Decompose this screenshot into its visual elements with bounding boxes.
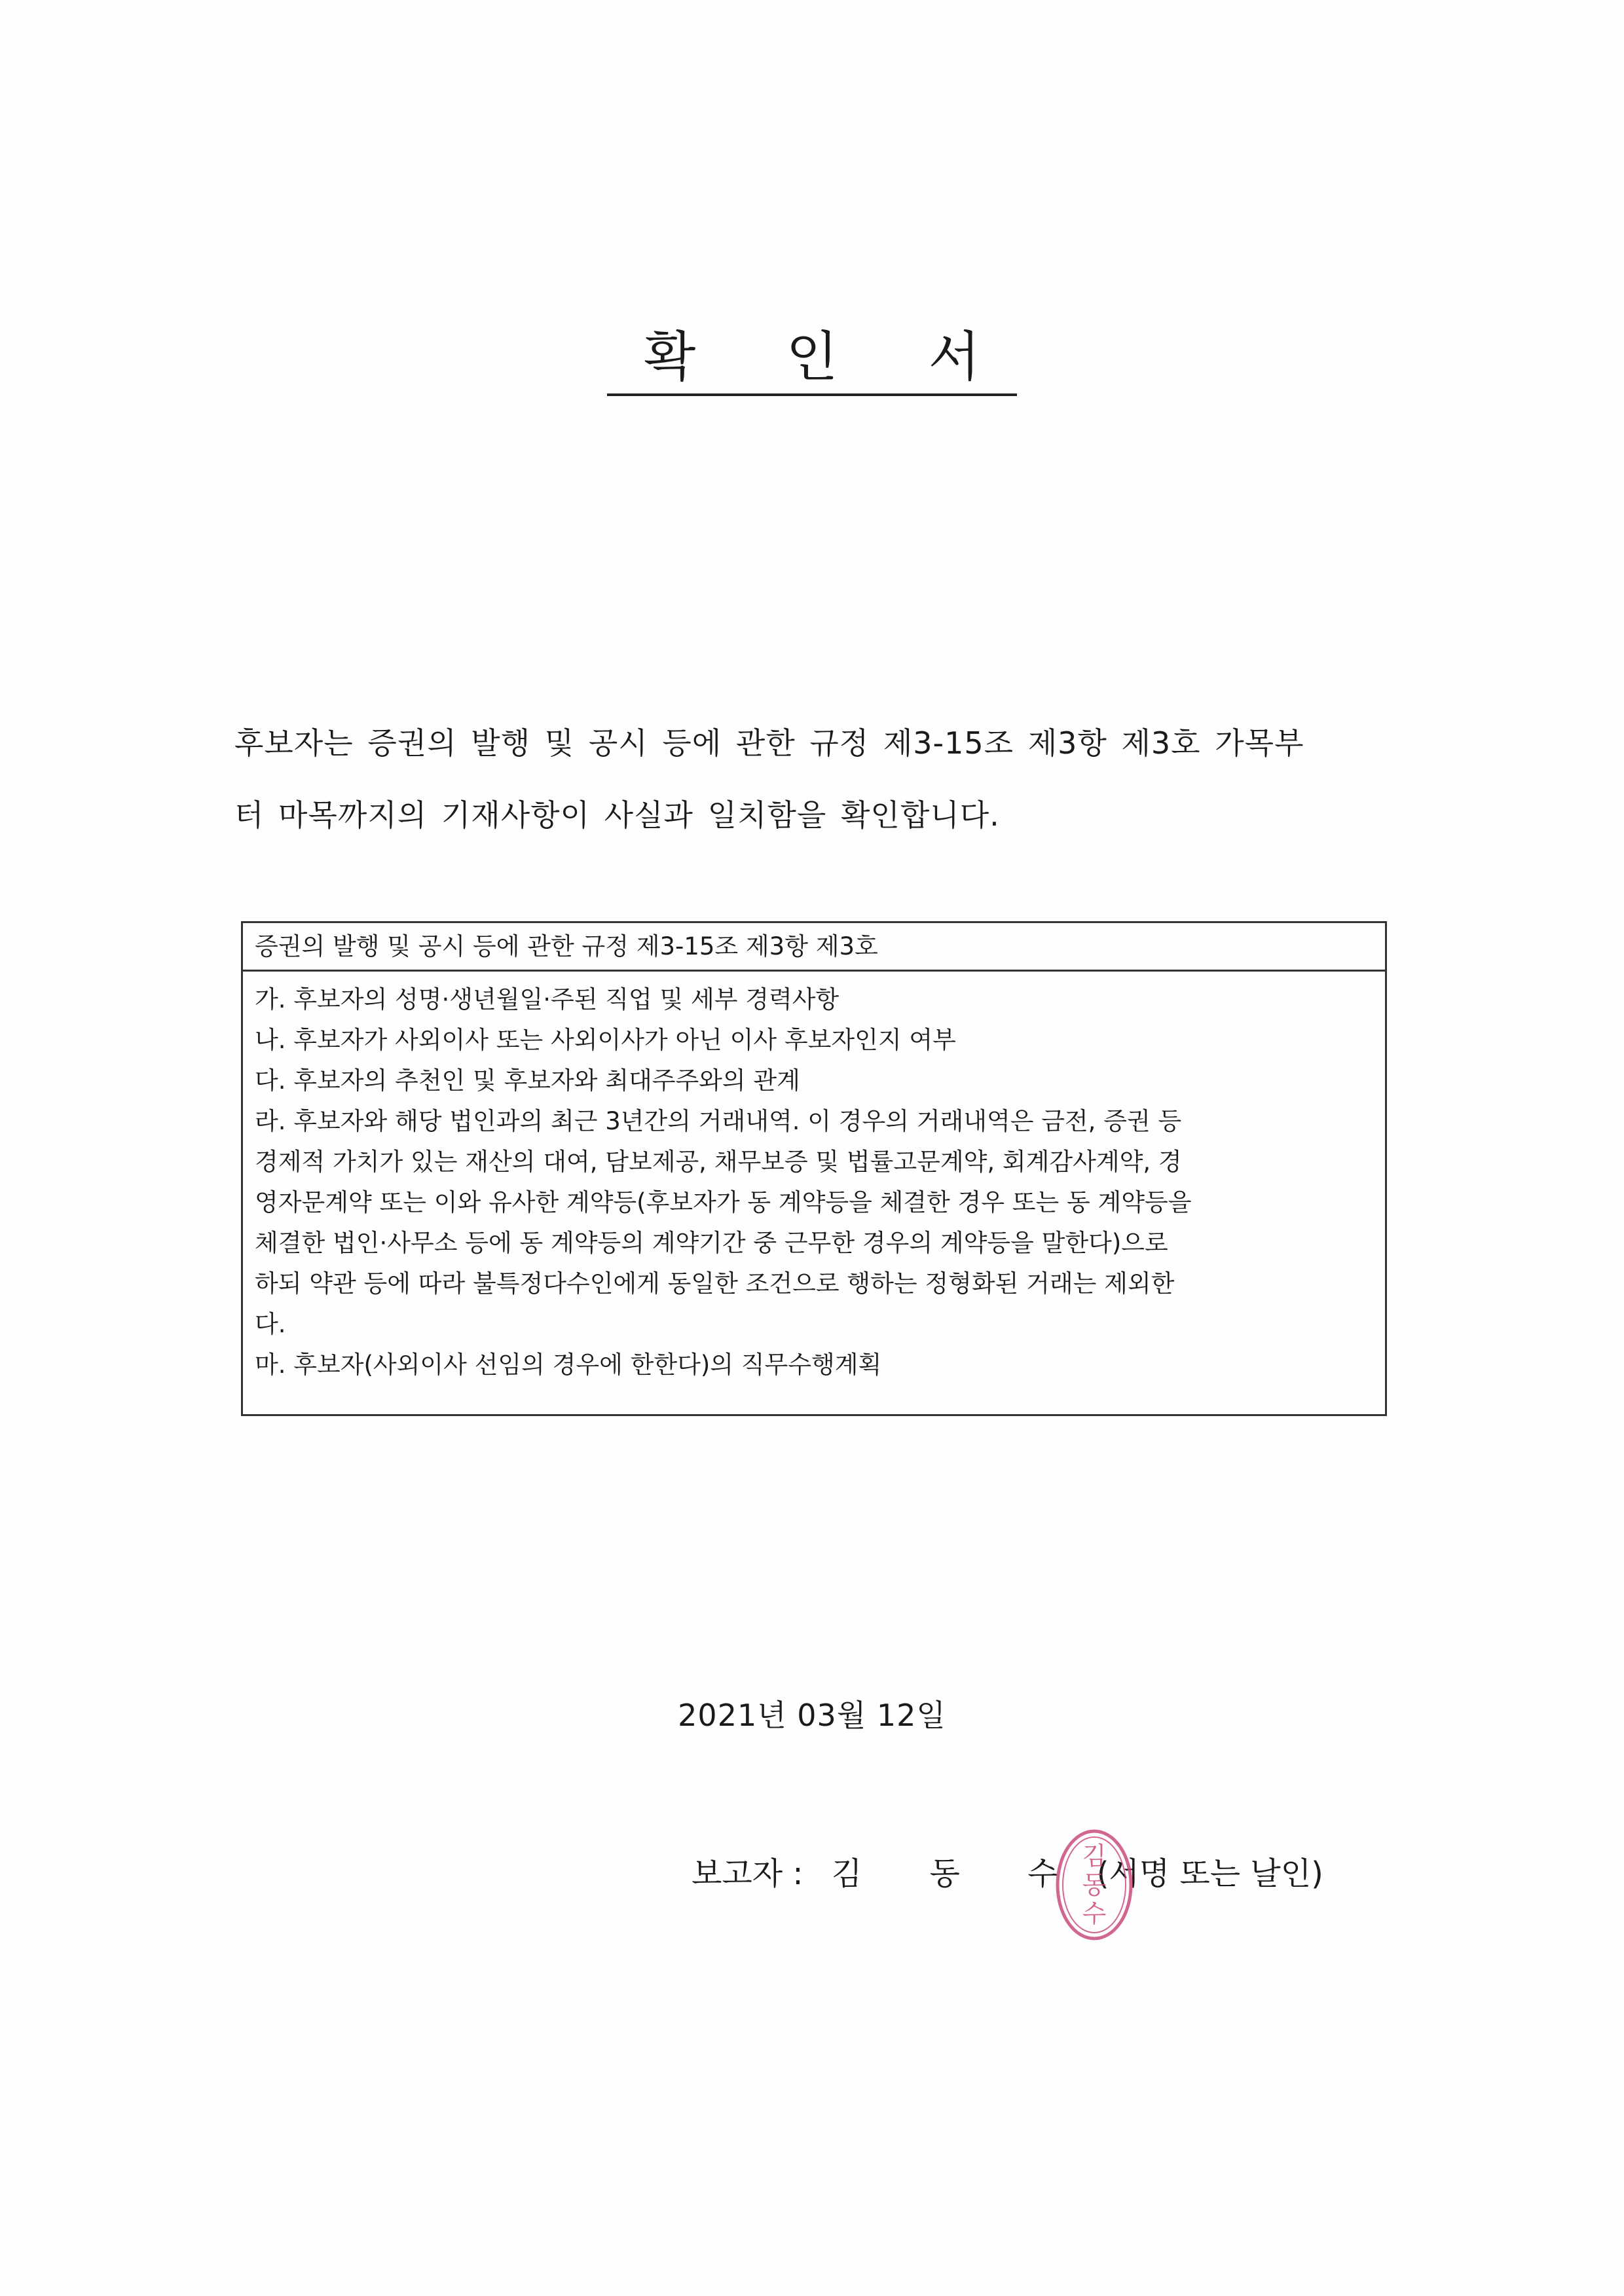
reference-item-da: 다. 후보자의 추천인 및 후보자와 최대주주와의 관계 — [255, 1066, 800, 1095]
signer-name: 김 동 수 — [831, 1855, 1087, 1892]
document-title-text: 확 인 서 — [607, 331, 1017, 396]
reference-item-ra-cont: 다. — [255, 1310, 286, 1338]
reference-item-ga: 가. 후보자의 성명·생년월일·주된 직업 및 세부 경력사항 — [255, 985, 840, 1013]
reference-item-ra-cont: 하되 약관 등에 따라 불특정다수인에게 동일한 조건으로 행하는 정형화된 거래는 제외한 — [255, 1269, 1175, 1298]
reference-item-ra-cont: 경제적 가치가 있는 재산의 대여, 담보제공, 채무보증 및 법률고문계약, 회계감사계약, 경 — [255, 1148, 1182, 1176]
signer-label: 보고자 : — [692, 1855, 803, 1892]
seal-text — [1082, 1842, 1107, 1928]
seal-char: 동 — [1082, 1870, 1107, 1899]
reference-item-ra-cont: 영자문계약 또는 이와 유사한 계약등(후보자가 동 계약등을 체결한 경우 또는 동 계약등을 — [255, 1188, 1192, 1216]
seal-char: 김 — [1082, 1842, 1107, 1870]
seal-char: 수 — [1082, 1899, 1107, 1928]
signer-line — [692, 1853, 1323, 1895]
reference-item-na: 나. 후보자가 사외이사 또는 사외이사가 아닌 이사 후보자인지 여부 — [255, 1026, 956, 1054]
document-title — [0, 326, 1624, 396]
reference-item-ma: 마. 후보자(사외이사 선임의 경우에 한한다)의 직무수행계획 — [255, 1351, 882, 1379]
regulation-reference-body — [243, 972, 1385, 1385]
regulation-reference-header: 증권의 발행 및 공시 등에 관한 규정 제3-15조 제3항 제3호 — [243, 923, 1385, 972]
reference-item-ra: 라. 후보자와 해당 법인과의 최근 3년간의 거래내역. 이 경우의 거래내역은 금전, 증권 등 — [255, 1107, 1182, 1135]
document-date: 2021년 03월 12일 — [678, 1698, 946, 1733]
reference-item-ra-cont: 체결한 법인·사무소 등에 동 계약등의 계약기간 중 근무한 경우의 계약등을 말한다)으로 — [255, 1229, 1168, 1257]
intro-line: 후보자는 증권의 발행 및 공시 등에 관한 규정 제3-15조 제3항 제3호 가목부 — [234, 725, 1304, 761]
intro-paragraph — [234, 707, 1393, 851]
red-seal-stamp-icon — [1053, 1827, 1135, 1943]
regulation-reference-box — [241, 921, 1387, 1416]
intro-line: 터 마목까지의 기재사항이 사실과 일치함을 확인합니다. — [234, 797, 1000, 833]
signature-note: (서명 또는 날인) — [1096, 1855, 1323, 1892]
